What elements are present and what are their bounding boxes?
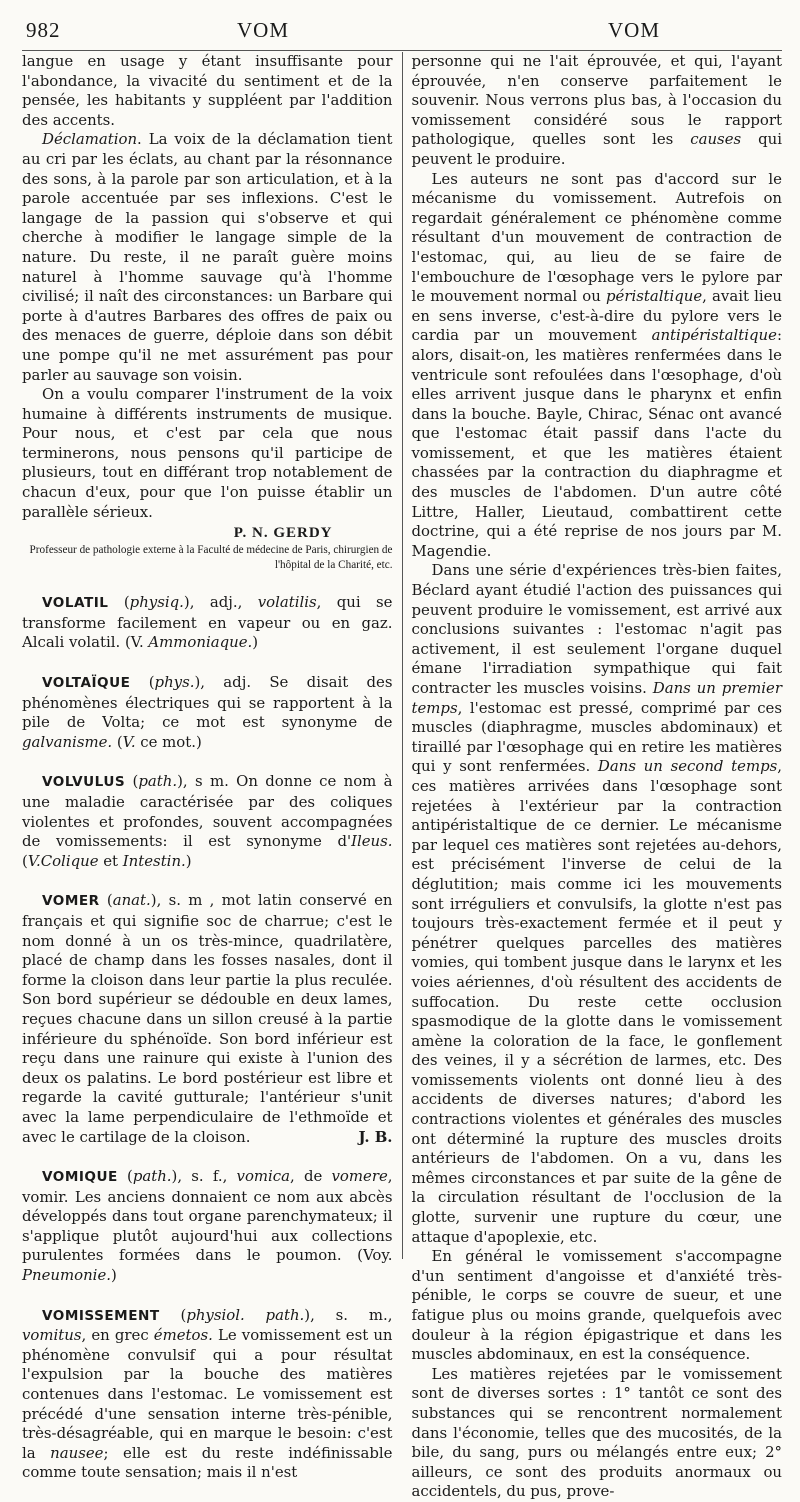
beclard-paragraph: Dans une série d'expériences très-bien faites, Béclard ayant étudié l'action des puissances qui peuvent produire le vomissement, est arrivé aux conclusions suivantes : l'estomac n'agit pas activement, il est seulement l'organe duquel émane l'irradiation sympathique qui fait contracter les muscles voisins. Dans un premier temps, l'estomac est pressé, comprimé par ces muscles (diaphragme, muscles abdominaux) et tiraillé par l'œsophage qui en retire les matières qui y sont renfermées. Dans un second temps, ces matières arrivées dans l'œsophage sont rejetées à l'extérieur par la contraction antipéristaltique de ce dernier. Le mécanisme par lequel ces matières sont rejetées au-dehors, est précisément l'inverse de celui de la déglutition; mais comme ici les mouvements sont irréguliers et convulsifs, la glotte n'est pas toujours très-exactement fermée et il peut y pénétrer quelques parcelles des matières vomies, qui tombent jusque dans le larynx et les voies aériennes, d'où résultent des accidents de suffocation. Du reste cette occlusion spasmodique de la glotte dans le vomissement amène la coloration de la face, le gonflement des veines, il y a sécrétion de larmes, etc. Des vomissements violents ont donné lieu à des accidents de diverses natures; d'abord les contractions violentes et générales des muscles ont déterminé la rupture des muscles droits antérieurs de l'abdomen. On a vu, dans les mêmes circonstances et par suite de la gêne de la circulation résultant de l'occlusion de la glotte, survenir une rupture du cœur, une attaque d'apoplexie, etc. [411, 561, 782, 1246]
text-columns [22, 52, 783, 1501]
entry-vomique: VOMIQUE (path.), s. f., vomica, de vomere, vomir. Les anciens donnaient ce nom aux abcès développés dans tout organe parenchymateux; il s'applique plutôt aujourd'hui aux collections purulentes formées dans le poumon. (Voy. Pneumonie.) [22, 1167, 393, 1285]
declamation-heading: Déclamation [42, 130, 138, 149]
vomissement-continued: personne qui ne l'ait éprouvée, et qui, l'ayant éprouvée, n'en conserve parfaitement le souvenir. Nous verrons plus bas, à l'occasion du vomissement considéré sous le rapport pathologique, quelles sont les causes qui peuvent le produire. [411, 52, 782, 168]
author-affiliation: Professeur de pathologie externe à la Faculté de médecine de Paris, chirurgien de l'hôpital de la Charité, etc. [29, 544, 393, 572]
cross-reference: Ammoniaque. [148, 633, 253, 652]
entry-volvulus: VOLVULUS (path.), s m. On donne ce nom à une maladie caractérisée par des coliques violentes et profondes, souvent accompagnées de vomissements: il est synonyme d'Ileus. (V.Colique et Intestin.) [22, 772, 393, 870]
page-header [22, 10, 782, 50]
right-column [411, 52, 783, 1501]
headword-vomissement: VOMISSEMENT [42, 1307, 160, 1324]
headword-vomique: VOMIQUE [42, 1169, 118, 1186]
comparison-paragraph: On a voulu comparer l'instrument de la voix humaine à différents instruments de musique. Pour nous, et c'est par cela que nous terminerons, nous pensons qu'il participe de plusieurs, tout en différant trop notablement de chacun d'eux, pour que l'on puisse établir un parallèle sérieux. [22, 385, 393, 521]
intro-paragraph-1: langue en usage y étant insuffisante pour l'abondance, la vivacité du sentiment et de la pensée, les habitants y suppléent par l'addition des accents. [22, 52, 393, 129]
matters-paragraph: Les matières rejetées par le vomissement sont de diverses sortes : 1° tantôt ce sont des substances qui se rencontrent normalement dans l'économie, telles que des mucosités, de la bile, du sang, purs ou mélangés entre eux; 2° ailleurs, ce sont des produits anormaux ou accidentels, du pus, prove- [411, 1364, 782, 1501]
running-head-left: VOM [237, 18, 290, 42]
page-number: 982 [26, 18, 61, 42]
headword-volvulus: VOLVULUS [42, 774, 126, 791]
author-initials: J. B. [358, 1127, 393, 1146]
entry-vomer: VOMER (anat.), s. m , mot latin conservé en français et qui signifie soc de charrue; c'est le nom donné à un os très-mince, quadrilatère, placé de champ dans les fosses nasales, dont il forme la cloison dans leur partie la plus reculée. Son bord supérieur se dédouble en deux lames, reçues chacune dans un sillon creusé à la partie inférieure du sphénoïde. Son bord inférieur est reçu dans une rainure qui existe à l'union des deux os palatins. Le bord postérieur est libre et regarde la cavité gutturale; l'antérieur s'unit avec la lame perpendiculaire de l'ethmoïde et avec le cartilage de la cloison. J. B. [22, 891, 393, 1146]
left-column [22, 52, 393, 1482]
entry-vomissement: VOMISSEMENT (physiol. path.), s. m., vomitus, en grec émetos. Le vomissement est un phénomène convulsif qui a pour résultat l'expulsion par la bouche des matières contenues dans l'estomac. Le vomissement est précédé d'une sensation interne très-pénible, très-désagréable, qui en marque le besoin: c'est la nausee; elle est du reste indéfinissable comme toute sensation; mais il n'est [22, 1305, 393, 1482]
header-rule [22, 50, 782, 51]
declamation-paragraph: Déclamation. La voix de la déclamation tient au cri par les éclats, au chant par la résonnance des sons, à la parole par son articulation, et à la parole accentuée par ses inflexions. C'est le langage de la passion qui s'observe et qui cherche à modifier le langage simple de la nature. Du reste, il ne paraît guère moins naturel à l'homme sauvage qu'à l'homme civilisé; il naît des circonstances: un Barbare qui porte à d'autres Barbares des offres de paix ou des menaces de guerre, déploie dans son débit une pompe qu'il ne met assurément pas pour parler au sauvage son voisin. [22, 130, 393, 384]
column-divider [402, 52, 403, 1259]
headword-vomer: VOMER [42, 893, 100, 910]
headword-volatil: VOLATIL [42, 595, 109, 612]
author-signature: P. N. GERDY [233, 525, 333, 542]
mechanism-paragraph: Les auteurs ne sont pas d'accord sur le mécanisme du vomissement. Autrefois on regardait généralement ce phénomène comme résultant d'un mouvement de contraction de l'estomac, qui, au lieu de se faire de l'embouchure de l'œsophage vers le pylore par le mouvement normal ou péristaltique, avait lieu en sens inverse, c'est-à-dire du pylore vers le cardia par un mouvement antipéristaltique: alors, disait-on, les matières renfermées dans le ventricule sont refoulées dans l'œsophage, d'où elles arrivent jusque dans le pharynx et enfin dans la bouche. Bayle, Chirac, Sénac ont avancé que l'estomac était passif dans l'acte du vomissement, et que les matières étaient chassées par la contraction du diaphragme et des muscles de l'abdomen. D'un autre côté Littre, Haller, Lieutaud, combattirent cette doctrine, qui a été reprise de nos jours par M. Magendie. [411, 169, 783, 560]
headword-voltaique: VOLTAÏQUE [42, 675, 131, 692]
symptoms-paragraph: En général le vomissement s'accompagne d'un sentiment d'angoisse et d'anxiété très-pénible, le corps se couvre de sueur, et une fatigue plus ou moins grande, quelquefois avec douleur à la région épigastrique et dans les muscles abdominaux, en est la conséquence. [411, 1247, 782, 1364]
entry-voltaique: VOLTAÏQUE (phys.), adj. Se disait des phénomènes électriques qui se rapportent à la pile de Volta; ce mot est synonyme de galvanisme. (V. ce mot.) [22, 673, 393, 751]
running-head-right: VOM [608, 18, 661, 42]
entry-volatil: VOLATIL (physiq.), adj., volatilis, qui se transforme facilement en vapeur ou en gaz. Alcali volatil. (V. Ammoniaque.) [22, 593, 393, 652]
